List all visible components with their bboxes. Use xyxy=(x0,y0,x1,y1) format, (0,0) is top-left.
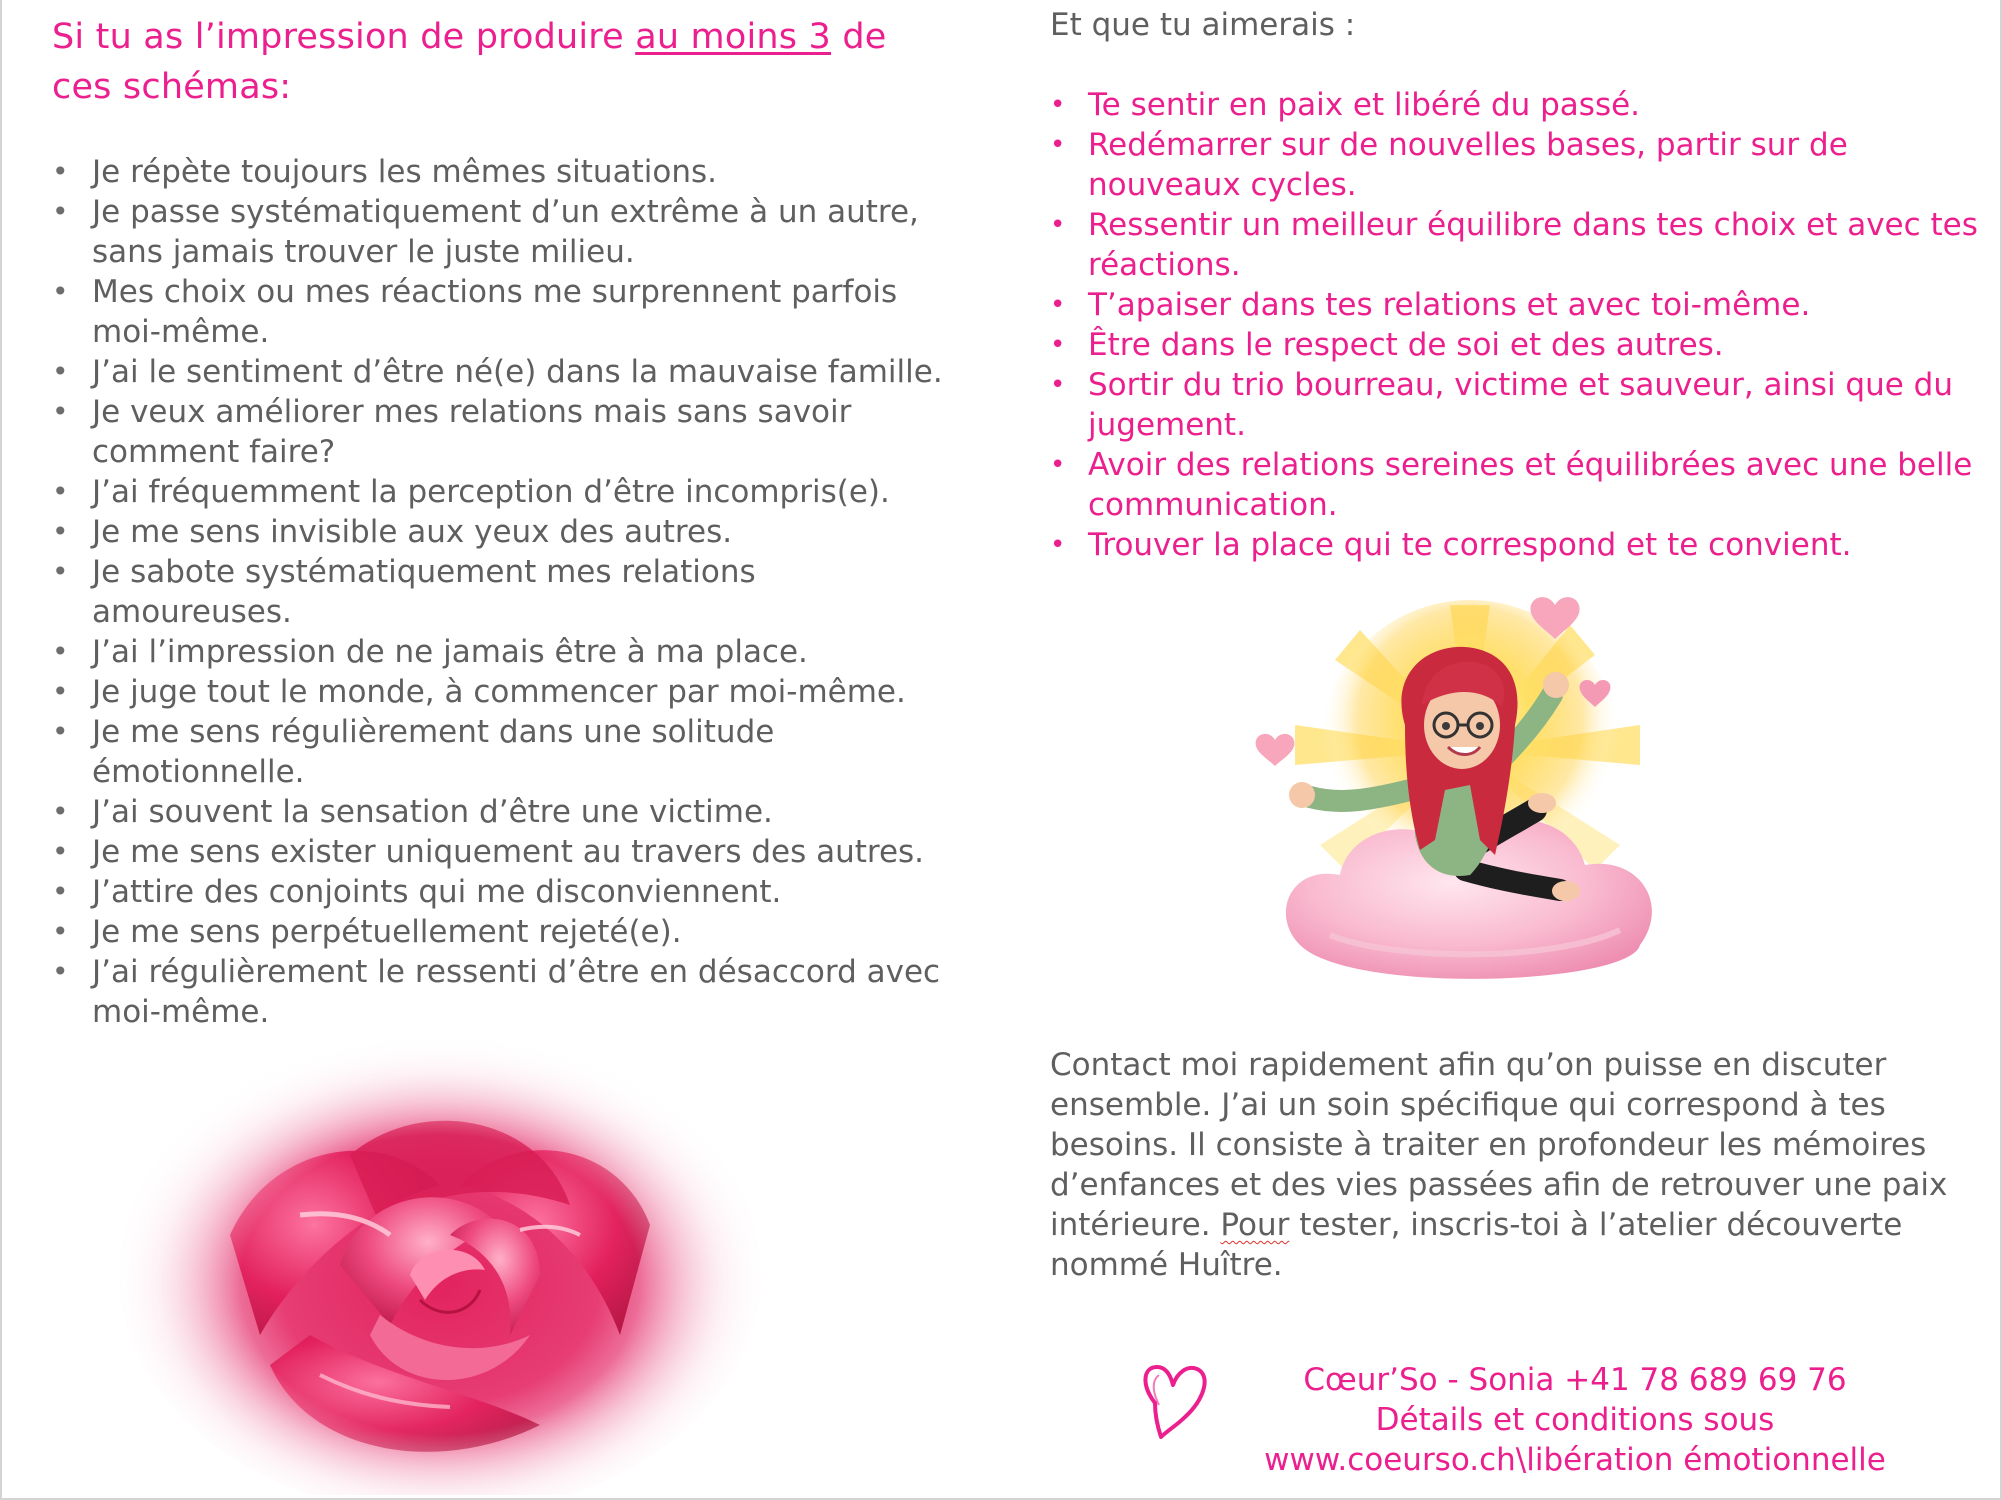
bullet-icon: • xyxy=(52,715,69,748)
list-item xyxy=(1050,365,1990,445)
bullet-icon: • xyxy=(52,155,69,188)
list-item xyxy=(52,192,952,272)
heading-text-post: de ces schémas: xyxy=(52,17,887,107)
contact-footer xyxy=(1125,1355,1955,1495)
bullet-icon: • xyxy=(1050,530,1066,560)
list-item xyxy=(52,392,952,472)
list-item-text: Avoir des relations sereines et équilibrées avec une belle communication. xyxy=(1088,447,1973,523)
list-item xyxy=(52,272,952,352)
list-item-text: Redémarrer sur de nouvelles bases, partir sur de nouveaux cycles. xyxy=(1088,127,1848,203)
list-item xyxy=(52,632,952,672)
footer-website-link[interactable]: www.coeurso.ch\libération émotionnelle xyxy=(1264,1442,1886,1478)
list-item xyxy=(52,712,952,792)
bullet-icon: • xyxy=(1050,450,1066,480)
bullet-icon: • xyxy=(52,195,69,228)
list-item xyxy=(52,872,952,912)
bullet-icon: • xyxy=(52,915,69,948)
list-item xyxy=(52,912,952,952)
list-item xyxy=(1050,205,1990,285)
list-item-text: Ressentir un meilleur équilibre dans tes choix et avec tes réactions. xyxy=(1088,207,1978,283)
heart-icon xyxy=(1256,734,1295,766)
heading-text-pre: Si tu as l’impression de produire xyxy=(52,17,636,57)
bullet-icon: • xyxy=(1050,290,1066,320)
list-item xyxy=(52,512,952,552)
list-item xyxy=(1050,125,1990,205)
list-item-text: Sortir du trio bourreau, victime et sauveur, ainsi que du jugement. xyxy=(1088,367,1953,443)
bullet-icon: • xyxy=(52,475,69,508)
left-border xyxy=(0,0,2,1500)
symptoms-list xyxy=(52,152,952,1032)
left-heading xyxy=(52,12,952,112)
bullet-icon: • xyxy=(52,355,69,388)
list-item-text: Te sentir en paix et libéré du passé. xyxy=(1088,87,1641,123)
bullet-icon: • xyxy=(52,515,69,548)
bullet-icon: • xyxy=(1050,370,1066,400)
list-item-text: Je me sens exister uniquement au travers des autres. xyxy=(92,834,925,870)
bullet-icon: • xyxy=(1050,210,1066,240)
bullet-icon: • xyxy=(1050,130,1066,160)
bullet-icon: • xyxy=(52,675,69,708)
list-item-text: Je me sens invisible aux yeux des autres. xyxy=(92,514,733,550)
list-item xyxy=(1050,445,1990,525)
rose-illustration xyxy=(120,1035,760,1495)
bullet-icon: • xyxy=(1050,330,1066,360)
spellcheck-word: Pour xyxy=(1220,1207,1290,1243)
list-item-text: Je me sens régulièrement dans une solitude émotionnelle. xyxy=(92,714,775,790)
list-item xyxy=(1050,285,1990,325)
bullet-icon: • xyxy=(52,395,69,428)
heading-underlined: au moins 3 xyxy=(635,17,832,57)
list-item-text: Je me sens perpétuellement rejeté(e). xyxy=(92,914,682,950)
list-item-text: Être dans le respect de soi et des autres. xyxy=(1088,327,1724,363)
list-item-text: Trouver la place qui te correspond et te convient. xyxy=(1088,527,1852,563)
list-item xyxy=(1050,525,1990,565)
list-item-text: Je juge tout le monde, à commencer par moi-même. xyxy=(92,674,906,710)
list-item-text: J’ai fréquemment la perception d’être incompris(e). xyxy=(92,474,890,510)
list-item-text: J’attire des conjoints qui me disconviennent. xyxy=(92,874,782,910)
footer-text xyxy=(1195,1360,1955,1480)
list-item-text: Je répète toujours les mêmes situations. xyxy=(92,154,717,190)
list-item-text: Je sabote systématiquement mes relations amoureuses. xyxy=(92,554,756,630)
list-item-text: Mes choix ou mes réactions me surprennent parfois moi-même. xyxy=(92,274,898,350)
contact-text-pre: Contact moi rapidement afin qu’on puisse en discuter ensemble. J’ai un soin spécifique qui correspond à tes besoins. Il consiste à traiter en profondeur les mémoires d’enfances et des vies passées afin de retrouver une paix intérieure. xyxy=(1050,1047,1948,1243)
bullet-icon: • xyxy=(52,275,69,308)
bullet-icon: • xyxy=(52,555,69,588)
bullet-icon: • xyxy=(52,795,69,828)
bullet-icon: • xyxy=(52,635,69,668)
list-item xyxy=(52,552,952,632)
list-item-text: Je passe systématiquement d’un extrême à un autre, sans jamais trouver le juste milieu. xyxy=(92,194,919,270)
footer-details: Détails et conditions sous xyxy=(1375,1402,1775,1438)
avatar-on-cloud-image xyxy=(1240,585,1700,1005)
rose-image xyxy=(120,1035,760,1495)
list-item xyxy=(52,832,952,872)
right-intro: Et que tu aimerais : xyxy=(1050,7,1356,43)
list-item xyxy=(52,352,952,392)
list-item xyxy=(52,672,952,712)
contact-text-post: tester, inscris-toi à l’atelier découverte nommé Huître. xyxy=(1050,1207,1903,1283)
list-item-text: J’ai l’impression de ne jamais être à ma place. xyxy=(92,634,808,670)
footer-name-phone: Cœur’So - Sonia +41 78 689 69 76 xyxy=(1303,1362,1847,1398)
avatar-illustration xyxy=(1240,585,1700,1005)
list-item-text: T’apaiser dans tes relations et avec toi-même. xyxy=(1088,287,1811,323)
bullet-icon: • xyxy=(52,955,69,988)
right-column xyxy=(1050,5,1990,565)
list-item xyxy=(52,152,952,192)
bullet-icon: • xyxy=(52,875,69,908)
bullet-icon: • xyxy=(52,835,69,868)
list-item-text: J’ai régulièrement le ressenti d’être en désaccord avec moi-même. xyxy=(92,954,941,1030)
list-item xyxy=(1050,325,1990,365)
left-column xyxy=(52,12,952,1032)
list-item-text: J’ai souvent la sensation d’être une victime. xyxy=(92,794,773,830)
list-item-text: J’ai le sentiment d’être né(e) dans la mauvaise famille. xyxy=(92,354,943,390)
list-item-text: Je veux améliorer mes relations mais sans savoir comment faire? xyxy=(92,394,852,470)
contact-paragraph xyxy=(1050,1045,1990,1285)
list-item xyxy=(52,952,952,1032)
list-item xyxy=(52,792,952,832)
wishes-list xyxy=(1050,85,1990,565)
list-item xyxy=(1050,85,1990,125)
bullet-icon: • xyxy=(1050,90,1066,120)
list-item xyxy=(52,472,952,512)
